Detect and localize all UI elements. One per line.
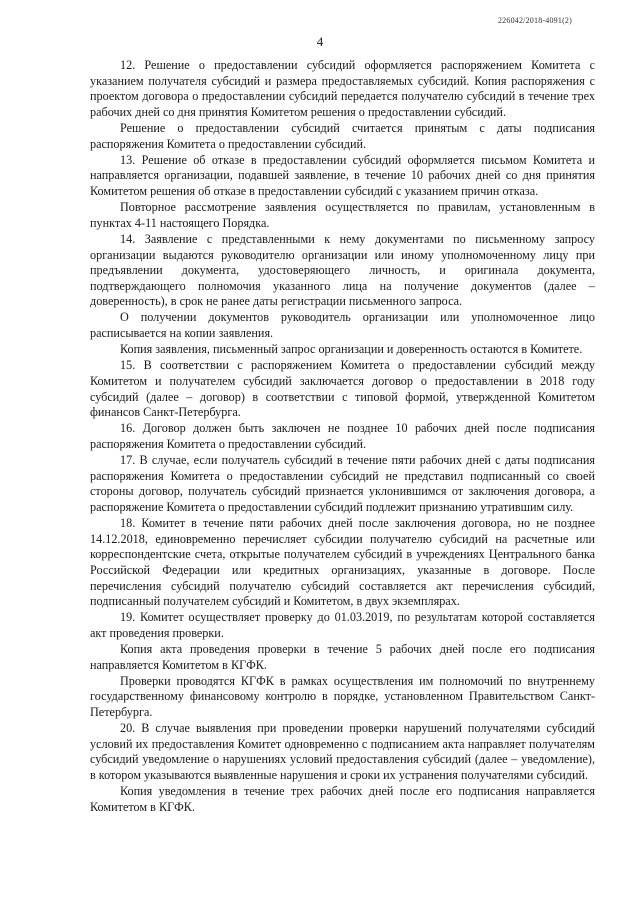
paragraph-14-receipt: О получении документов руководитель организации или уполномоченное лицо расписывается на копии заявления. (90, 310, 595, 341)
page-number: 4 (316, 34, 324, 49)
paragraph-13: 13. Решение об отказе в предоставлении субсидий оформляется письмом Комитета и направляется организации, подавшей заявление, в течение 10 рабочих дней со дня принятия Комитетом решения об отказе в предоставлении субсидий с указанием причин отказа. (90, 152, 595, 198)
paragraph-19-act-copy: Копия акта проведения проверки в течение 5 рабочих дней после его подписания направляется Комитетом в КГФК. (90, 642, 595, 672)
document-body (90, 58, 595, 816)
paragraph-18: 18. Комитет в течение пяти рабочих дней после заключения договора, но не позднее 14.12.2018, единовременно перечисляет субсидии получателю субсидий на расчетные или корреспондентские счета, открытые получателем субсидий в учреждениях Центрального банка Российской Федерации или кредитных организациях, указанные в договоре. После перечисления субсидий получателю субсидий составляется акт перечисления субсидий, подписанный получателем субсидий и Комитетом, в двух экземплярах. (90, 516, 595, 609)
paragraph-14-copies: Копия заявления, письменный запрос организации и доверенность остаются в Комитете. (120, 342, 583, 357)
paragraph-17: 17. В случае, если получатель субсидий в течение пяти рабочих дней с даты подписания распоряжения Комитета о предоставлении субсидий не представил подписанный со своей стороны договор, получатель субсидий признается уклонившимся от заключения договора, а распоряжение Комитета о предоставлении субсидий подлежит признанию утратившим силу. (90, 453, 595, 514)
paragraph-15: 15. В соответствии с распоряжением Комитета о предоставлении субсидий между Комитетом и получателем субсидий заключается договор о предоставлении в 2018 году субсидий (далее – договор) в соответствии с типовой формой, утвержденной Комитетом финансов Санкт-Петербурга. (90, 358, 595, 420)
document-reference-number: 226042/2018-4091(2) (497, 16, 572, 25)
paragraph-14: 14. Заявление с представленными к нему документами по письменному запросу организации выдаются руководителю организации или иному уполномоченному лицу при предъявлении документа, удостоверяющего личность, и оригинала документа, подтверждающего полномочия указанного лица на получение документов (далее – доверенность), в срок не ранее даты регистрации письменного запроса. (90, 231, 595, 309)
paragraph-16: 16. Договор должен быть заключен не позднее 10 рабочих дней после подписания распоряжения Комитета о предоставлении субсидий. (90, 421, 595, 451)
paragraph-19-inspections: Проверки проводятся КГФК в рамках осуществления им полномочий по внутреннему государственному финансовому контролю в порядке, установленном Правительством Санкт-Петербурга. (90, 673, 595, 720)
paragraph-12-decision-date: Решение о предоставлении субсидий считается принятым с даты подписания распоряжения Комитета о предоставлении субсидий. (90, 120, 595, 151)
paragraph-19: 19. Комитет осуществляет проверку до 01.03.2019, по результатам которой составляется акт проведения проверки. (90, 610, 595, 640)
paragraph-12: 12. Решение о предоставлении субсидий оформляется распоряжением Комитета с указанием получателя субсидий и размера предоставляемых субсидий. Копия распоряжения с проектом договора о предоставлении субсидий передается получателю субсидий в течение трех рабочих дней со дня принятия Комитетом решения о предоставлении субсидий. (90, 58, 595, 119)
paragraph-13-repeat-review: Повторное рассмотрение заявления осуществляется по правилам, установленным в пунктах 4-11 настоящего Порядка. (90, 200, 595, 230)
paragraph-20-notice-copy: Копия уведомления в течение трех рабочих дней после его подписания направляется Комитетом в КГФК. (90, 784, 595, 814)
paragraph-20: 20. В случае выявления при проведении проверки нарушений получателями субсидий условий их предоставления Комитет одновременно с подписанием акта направляет получателям субсидий уведомление о нарушениях условий предоставления субсидий (далее – уведомление), в котором указываются выявленные нарушения и сроки их устранения получателями субсидий. (90, 721, 595, 783)
